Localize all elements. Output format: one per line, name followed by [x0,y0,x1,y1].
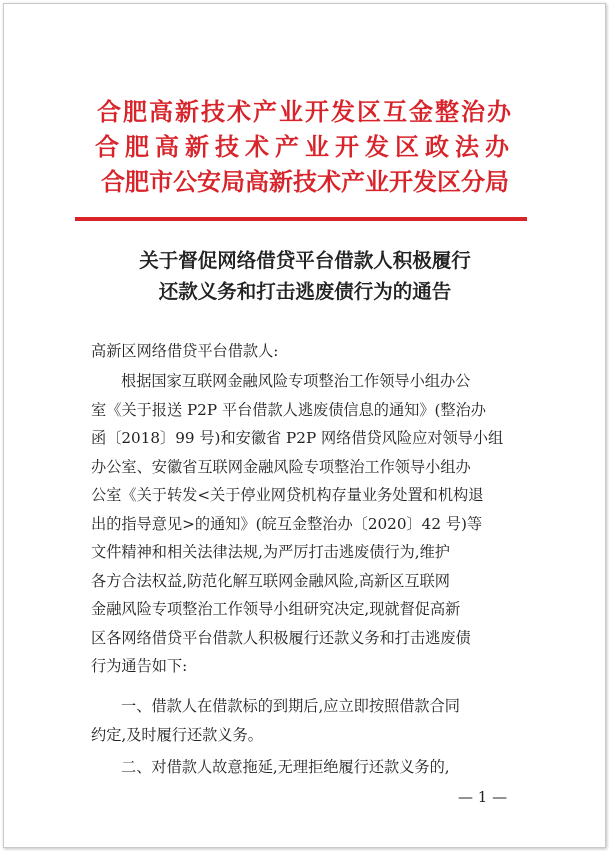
text-line: 各方合法权益,防范化解互联网金融风险,高新区互联网 [91,571,450,590]
notice-title [70,245,540,307]
issuer-name: 合肥高新技术产业开发区互金整治办 [97,97,513,126]
text-line: 约定,及时履行还款义务。 [91,725,263,744]
paragraph-1 [91,367,521,681]
text-line: 出的指导意见>的通知》(皖互金整治办〔2020〕42 号)等 [91,514,483,533]
text-line: 金融风险专项整治工作领导小组研究决定,现就督促高新 [91,600,461,618]
issuer-name: 合肥市公安局高新技术产业开发区分局 [101,167,509,196]
text-line: 行为通告如下: [91,657,188,675]
text-line: 一、借款人在借款标的到期后,应立即按照借款合同 [121,697,460,715]
text-line: 函〔2018〕99 号)和安徽省 P2P 网络借贷风险应对领导小组 [91,429,504,447]
red-divider [75,217,527,221]
text-line: 公室《关于转发<关于停业网贷机构存量业务处置和机构退 [91,486,484,504]
salutation: 高新区网络借贷平台借款人: [91,342,279,360]
title-line: 关于督促网络借贷平台借款人积极履行 [139,249,471,272]
text-line: 区各网络借贷平台借款人积极履行还款义务和打击逃废债 [91,628,471,647]
page-number: — 1 — [458,788,508,806]
paragraph-3 [91,753,521,782]
paragraph-2 [91,692,521,749]
text-line: 根据国家互联网金融风险专项整治工作领导小组办公 [121,372,471,390]
issuer-header [70,94,540,199]
text-line: 办公室、安徽省互联网金融风险专项整治工作领导小组办 [91,457,471,476]
text-line: 室《关于报送 P2P 平台借款人逃废债信息的通知》(整治办 [91,400,486,419]
text-line: 文件精神和相关法律法规,为严厉打击逃废债行为,维护 [91,543,450,561]
text-line: 二、对借款人故意拖延,无理拒绝履行还款义务的, [121,758,450,776]
title-line: 还款义务和打击逃废债行为的通告 [158,280,452,303]
issuer-name: 合肥高新技术产业开发区政法办 [95,132,515,161]
